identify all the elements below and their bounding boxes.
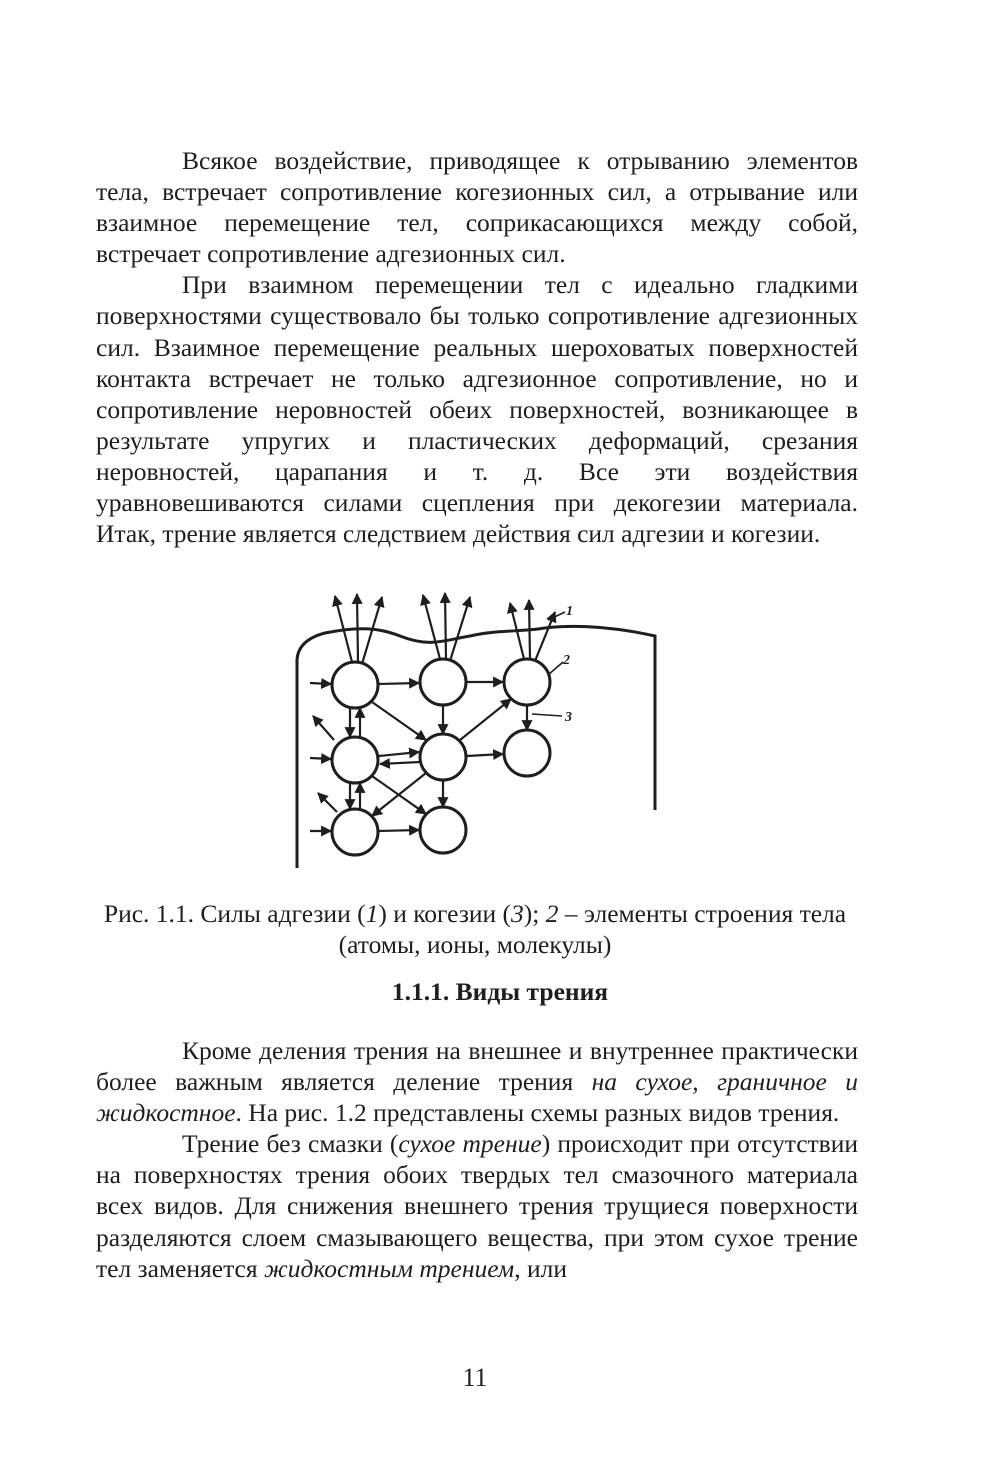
atom-element — [504, 730, 550, 776]
cohesion-arrow — [313, 716, 334, 740]
adhesion-arrow — [445, 593, 446, 659]
caption-text: ); — [523, 899, 546, 928]
atom-element — [332, 737, 378, 783]
figure-1-1-diagram — [280, 590, 680, 875]
adhesion-arrow — [423, 595, 440, 659]
caption-ref: 3 — [511, 899, 524, 928]
text-run: , или — [514, 1253, 567, 1283]
body-text-top — [96, 145, 858, 549]
atom-element — [420, 734, 466, 780]
label-leader-1 — [548, 612, 565, 620]
figure-caption — [60, 898, 890, 960]
atom-element — [504, 659, 550, 705]
text-run: . На рис. 1.2 представлены схемы разных видов трения. — [235, 1098, 840, 1128]
italic-term: сухое трение — [398, 1129, 542, 1159]
atom-element — [332, 662, 378, 708]
adhesion-arrow — [535, 612, 555, 661]
cohesion-arrow — [380, 762, 420, 764]
paragraph-3 — [96, 1035, 858, 1128]
cohesion-arrow — [467, 754, 503, 756]
text-run: Кроме деления трения на внешнее и внутреннее практически более важным является деление трения — [96, 1036, 858, 1097]
caption-text: Рис. 1.1. Силы адгезии ( — [103, 899, 366, 928]
italic-term: жидкостным трением — [263, 1253, 515, 1283]
cohesion-arrow — [310, 758, 331, 759]
adhesion-arrow — [357, 594, 358, 662]
paragraph-2: При взаимном перемещении тел с идеально гладкими поверхностями существовало бы только сопротивление адгезионных сил. Взаимное перемещение реальных шероховатых поверхностей контакта встречает не только адгезионное сопротивление, но и сопротивление неровностей обеих поверхностей, возникающее в результате упругих и пластических деформаций, срезания неровностей, царапания и т. д. Все эти воздействия уравновешиваются силами сцепления при декогезии материала. Итак, трение является следствием действия сил адгезии и когезии. — [96, 270, 858, 549]
atom-element — [420, 659, 466, 705]
paragraph-1: Всякое воздействие, приводящее к отрыванию элементов тела, встречает сопротивление когезионных сил, а отрывание или взаимное перемещение тел, соприкасающихся между собой, встречает сопротивление адгезионных сил. — [96, 146, 858, 269]
text-run: Трение без смазки ( — [182, 1129, 399, 1159]
atom-element — [332, 809, 378, 855]
cohesion-arrow — [372, 702, 426, 740]
text-run: ) происходит при отсутствии на поверхностях трения обоих твердых тел смазочного материала всех видов. Для снижения внешнего трения трущиеся поверхности разделяются слоем смазывающего вещества, при этом сухое трение тел заменяется — [96, 1129, 858, 1283]
label-leader-2 — [548, 662, 563, 675]
section-heading: 1.1.1. Виды трения — [391, 977, 609, 1006]
caption-ref: 2 — [545, 899, 559, 928]
cohesion-arrow — [379, 752, 419, 756]
cohesion-arrow — [379, 683, 419, 684]
paragraph-4 — [96, 1128, 858, 1283]
italic-term: на сухое, граничное и жидкостное — [96, 1067, 858, 1128]
caption-text: ) и когезии ( — [378, 899, 512, 928]
cohesion-arrow — [379, 830, 419, 831]
adhesion-arrow — [450, 597, 470, 661]
figure-label-2: 2 — [563, 653, 570, 668]
caption-text: – элементы строения тела (атомы, ионы, молекулы) — [338, 899, 847, 959]
label-leader-3 — [532, 714, 562, 716]
adhesion-arrow — [529, 600, 530, 659]
cohesion-arrow — [310, 683, 331, 684]
caption-ref: 1 — [365, 899, 379, 928]
cohesion-arrow — [460, 699, 511, 740]
atom-element — [420, 807, 466, 853]
body-text-bottom — [96, 1035, 858, 1284]
cohesion-arrow — [318, 793, 337, 812]
page-number: 11 — [462, 1363, 488, 1392]
figure-label-3: 3 — [565, 710, 572, 725]
figure-label-1: 1 — [566, 604, 573, 619]
